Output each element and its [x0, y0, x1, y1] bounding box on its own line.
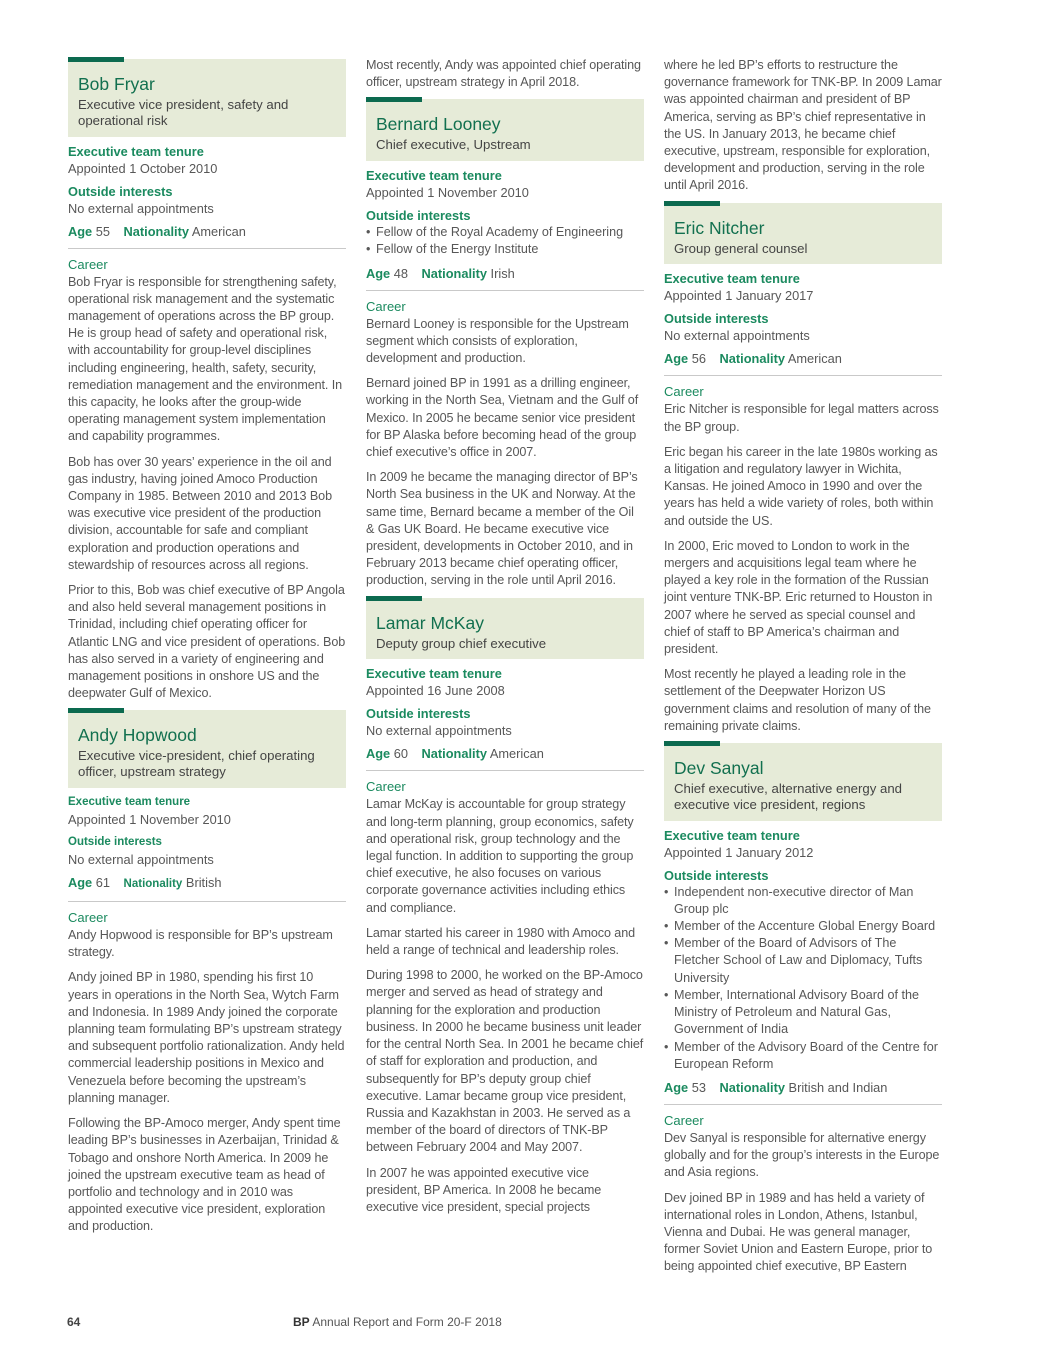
career-label: Career	[664, 1112, 704, 1128]
career-paragraph: In 2009 he became the managing director of BP’s North Sea business in the UK and Norway. At the same time, Bernard became a member of the Oil & Gas UK Board. He became executive vice president, developments in October 2010, and in February 2013 became chief operating officer, production, serving in the role until April 2016.	[366, 470, 638, 588]
age-label: Age	[664, 351, 689, 367]
age-label: Age	[366, 746, 391, 762]
report-title-text: Annual Report and Form 20-F 2018	[312, 1315, 502, 1329]
outside-interest-item: • Fellow of the Energy Institute	[366, 241, 644, 258]
profile-name: Bernard Looney	[376, 114, 501, 135]
accent-bar	[68, 57, 124, 62]
age-nationality-row	[664, 350, 942, 367]
page-number: 64	[67, 1315, 81, 1329]
nationality-label: Nationality	[123, 223, 189, 239]
tenure-label: Executive team tenure	[664, 827, 800, 843]
outside-interests-label: Outside interests	[664, 867, 769, 883]
nationality-value: Irish	[490, 265, 515, 281]
age-value: 61	[95, 875, 110, 891]
career-paragraph: Bob has over 30 years’ experience in the oil and gas industry, having joined Amoco Production Company in 1985. Between 2010 and 2013 Bob was executive vice president of the production division, accountable for safe and compliant exploration and production operations and stewardship of resources across all regions.	[68, 454, 332, 572]
nationality-value: American	[191, 223, 246, 239]
accent-bar	[366, 596, 422, 601]
age-value: 48	[393, 265, 408, 281]
outside-interests-value: No external appointments	[68, 852, 214, 868]
career-paragraph: Most recently he played a leading role in the settlement of the Deepwater Horizon US government claims and resolution of many of the remaining private claims.	[664, 667, 931, 733]
nationality-value: British	[185, 875, 222, 891]
age-value: 56	[691, 351, 706, 367]
age-nationality-row	[68, 223, 346, 240]
career-paragraph: Dev joined BP in 1989 and has held a variety of international roles in London, Athens, Istanbul, Vienna and Dubai. He was general manager, former Soviet Union and Eastern Europe, prior to being appointed chief executive, BP Eastern	[664, 1190, 933, 1274]
profile-header	[664, 203, 942, 265]
career-paragraph: Andy joined BP in 1980, spending his first 10 years in operations in the North Sea, Wytch Farm and Indonesia. In 1989 Andy joined the corporate planning team formulating BP’s upstream strategy and subsequent portfolio rationalization. Andy held commercial leadership positions in Mexico and Venezuela before becoming the upstream’s planning manager.	[68, 970, 345, 1105]
outside-interests-label: Outside interests	[366, 706, 471, 722]
profile-bernard-looney	[366, 99, 644, 589]
career-label: Career	[68, 256, 108, 272]
accent-bar	[664, 741, 720, 746]
outside-interests-label: Outside interests	[68, 836, 162, 849]
nationality-value: British and Indian	[788, 1079, 888, 1095]
tenure-value: Appointed 1 January 2017	[664, 288, 814, 304]
nationality-label: Nationality	[123, 878, 183, 891]
profile-role: Chief executive, Upstream	[376, 137, 531, 153]
profile-role: Executive vice president, safety and operational risk	[78, 97, 289, 128]
age-label: Age	[68, 223, 93, 239]
outside-interests-label: Outside interests	[664, 311, 769, 327]
profile-andy-hopwood	[68, 710, 346, 1235]
career-paragraph: Bernard Looney is responsible for the Upstream segment which consists of exploration, development and production.	[366, 316, 629, 366]
column-3	[664, 57, 942, 1284]
profile-name: Andy Hopwood	[78, 725, 197, 746]
outside-interest-item: • Member of the Board of Advisors of The Fletcher School of Law and Diplomacy, Tufts University	[664, 935, 942, 987]
outside-interest-item: • Member of the Accenture Global Energy Board	[664, 918, 942, 935]
age-value: 55	[95, 223, 110, 239]
career-paragraph: Bernard joined BP in 1991 as a drilling engineer, working in the North Sea, Vietnam and the Gulf of Mexico. In 2005 he became senior vice president for BP Alaska before becoming head of the group chief executive’s office in 2007.	[366, 376, 639, 460]
outside-interest-item: • Member of the Advisory Board of the Centre for European Reform	[664, 1039, 942, 1073]
outside-interest-item: • Independent non-executive director of Man Group plc	[664, 884, 942, 918]
profile-header	[68, 710, 346, 788]
tenure-value: Appointed 1 November 2010	[68, 812, 231, 828]
tenure-value: Appointed 1 November 2010	[366, 185, 529, 201]
column-2	[366, 57, 644, 1224]
accent-bar	[664, 201, 720, 206]
column-1	[68, 57, 346, 1244]
career-paragraph-continued: Most recently, Andy was appointed chief operating officer, upstream strategy in April 2018.	[366, 58, 641, 90]
tenure-label: Executive team tenure	[68, 796, 191, 809]
profile-dev-sanyal	[664, 743, 942, 1275]
age-label: Age	[366, 265, 391, 281]
tenure-value: Appointed 1 October 2010	[68, 160, 218, 176]
outside-interest-item: • Fellow of the Royal Academy of Engineering	[366, 224, 644, 241]
divider	[664, 1104, 942, 1105]
outside-interests-list	[366, 224, 644, 258]
age-nationality-row	[366, 265, 644, 282]
outside-interests-list	[664, 884, 942, 1073]
profile-header	[664, 743, 942, 821]
career-paragraph: Lamar McKay is accountable for group strategy and long-term planning, group economics, safety and operational risk, group technology and the legal function. In addition to supporting the group chief executive, he also focuses on various corporate governance activities including ethics and compliance.	[366, 797, 634, 915]
outside-interests-label: Outside interests	[68, 183, 173, 199]
nationality-label: Nationality	[421, 746, 487, 762]
tenure-label: Executive team tenure	[664, 271, 800, 287]
nationality-label: Nationality	[719, 351, 785, 367]
outside-interests-value: No external appointments	[664, 328, 810, 344]
profile-role: Chief executive, alternative energy and executive vice president, regions	[674, 781, 902, 812]
report-title	[293, 1315, 502, 1329]
tenure-label: Executive team tenure	[68, 143, 204, 159]
career-label: Career	[68, 910, 108, 926]
age-label: Age	[664, 1079, 689, 1095]
accent-bar	[366, 97, 422, 102]
profile-header	[366, 598, 644, 660]
career-paragraph: Lamar started his career in 1980 with Amoco and held a range of technical and leadership roles.	[366, 925, 636, 958]
outside-interests-label: Outside interests	[366, 208, 471, 224]
age-label: Age	[68, 875, 93, 891]
profile-role: Executive vice-president, chief operating officer, upstream strategy	[78, 748, 315, 780]
nationality-label: Nationality	[421, 265, 487, 281]
brand-name: BP	[293, 1315, 310, 1329]
profile-lamar-mckay	[366, 598, 644, 1216]
divider	[68, 248, 346, 249]
accent-bar	[68, 708, 124, 713]
nationality-label: Nationality	[719, 1079, 785, 1095]
outside-interest-item: • Member, International Advisory Board of the Ministry of Petroleum and Natural Gas, Government of India	[664, 987, 942, 1039]
divider	[366, 290, 644, 291]
profile-name: Bob Fryar	[78, 74, 155, 94]
career-paragraph: Andy Hopwood is responsible for BP’s upstream strategy.	[68, 928, 333, 960]
age-value: 53	[691, 1079, 706, 1095]
profile-role: Deputy group chief executive	[376, 635, 547, 651]
career-paragraph: In 2007 he was appointed executive vice president, BP America. In 2008 he became executive vice president, special projects	[366, 1165, 602, 1214]
career-label: Career	[366, 298, 406, 314]
career-paragraph: Eric Nitcher is responsible for legal matters across the BP group.	[664, 402, 939, 434]
career-paragraph: In 2000, Eric moved to London to work in the mergers and acquisitions legal team where he played a key role in the formation of the Russian joint venture TNK-BP. Eric returned to Houston in 2007 where he served as special counsel and chief of staff to BP America’s chairman and president.	[664, 538, 933, 657]
profile-name: Dev Sanyal	[674, 758, 764, 779]
profile-name: Lamar McKay	[376, 612, 484, 633]
profile-name: Eric Nitcher	[674, 217, 765, 238]
profile-header	[68, 59, 346, 137]
profile-role: Group general counsel	[674, 240, 808, 256]
career-paragraph-continued: where he led BP’s efforts to restructure the governance framework for TNK-BP. In 2009 Lamar was appointed chairman and president of BP America, serving as BP’s chief representative in the US. In January 2013, he became chief executive, upstream, responsible for exploration, development and production, serving in the role until April 2016.	[664, 58, 942, 193]
career-paragraph: Dev Sanyal is responsible for alternative energy globally and for the group’s interests in the Europe and Asia regions.	[664, 1130, 940, 1180]
tenure-value: Appointed 1 January 2012	[664, 844, 814, 860]
career-paragraph: Following the BP-Amoco merger, Andy spent time leading BP’s businesses in Azerbaijan, Trinidad & Tobago and onshore North America. In 2009 he joined the upstream executive team as head of portfolio and technology and in 2010 was appointed executive vice president, exploration and production.	[68, 1116, 341, 1234]
career-paragraph: Prior to this, Bob was chief executive of BP Angola and also held several management positions in Trinidad, including chief operating officer for Atlantic LNG and vice president of operations. Bob has also served in a variety of engineering and management positions in onshore US and the deepwater Gulf of Mexico.	[68, 583, 346, 701]
outside-interests-value: No external appointments	[68, 200, 214, 216]
career-label: Career	[366, 779, 406, 795]
age-nationality-row	[664, 1079, 942, 1096]
outside-interests-value: No external appointments	[366, 723, 512, 739]
age-nationality-row	[366, 745, 644, 762]
nationality-value: American	[489, 746, 544, 762]
age-value: 60	[393, 746, 408, 762]
career-paragraph: During 1998 to 2000, he worked on the BP-Amoco merger and served as head of strategy and planning for the exploration and production business. In 2000 he became business unit leader for the central North Sea. In 2001 he became chief of staff for exploration and production, and subsequently for BP’s deputy group chief executive. Lamar became group vice president, Russia and Kazakhstan in 2003. He served as a member of the board of directors of TNK-BP between February 2004 and May 2007.	[366, 968, 644, 1155]
profile-header	[366, 99, 644, 161]
tenure-value: Appointed 16 June 2008	[366, 683, 505, 699]
nationality-value: American	[787, 351, 842, 367]
tenure-label: Executive team tenure	[366, 666, 502, 682]
divider	[366, 770, 644, 771]
profile-bob-fryar	[68, 59, 346, 702]
career-paragraph: Bob Fryar is responsible for strengthening safety, operational risk management and the systematic management of operations across the BP group. He is group head of safety and operational risk, with accountability for group-level disciplines including engineering, health, safety, security, remediation management and the environment. In this capacity, he looks after the group-wide operating management system implementation and capability programmes.	[68, 274, 343, 444]
career-paragraph: Eric began his career in the late 1980s working as a litigation and regulatory lawyer in Wichita, Kansas. He joined Amoco in 1990 and over the years has held a wide variety of roles, both within and outside the US.	[664, 444, 938, 528]
tenure-label: Executive team tenure	[366, 168, 502, 184]
career-label: Career	[664, 384, 704, 400]
profile-eric-nitcher	[664, 203, 942, 735]
divider	[664, 375, 942, 376]
age-nationality-row	[68, 874, 346, 893]
divider	[68, 901, 346, 902]
